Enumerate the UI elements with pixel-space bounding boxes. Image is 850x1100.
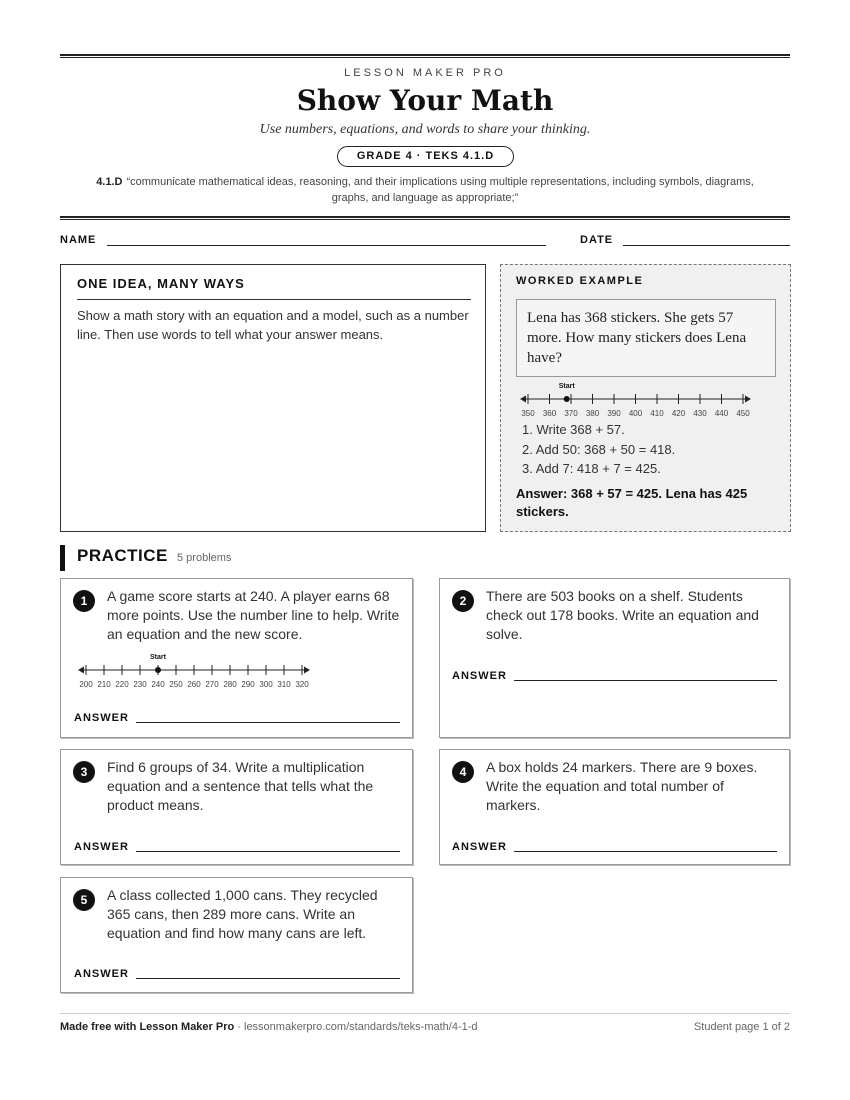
answer-label-2: ANSWER [452,670,507,682]
number-line-tick-label: 450 [736,409,750,418]
number-line-tick-label: 220 [115,680,129,689]
problem-card-3 [60,749,413,865]
problem-text-4: A box holds 24 markers. There are 9 boxes. Write the equation and total number of markers. [486,759,758,813]
footer-url[interactable]: · lessonmakerpro.com/standards/teks-math/4-1-d [234,1021,478,1033]
worked-example-title: WORKED EXAMPLE [516,275,644,287]
problem-number-3: 3 [73,761,95,783]
number-line-tick-label: 260 [187,680,201,689]
number-line-tick-label: 370 [564,409,578,418]
standard-code: 4.1.D [96,176,123,188]
footer-page-number: Student page 1 of 2 [693,1021,790,1033]
number-line-tick-label: 400 [628,409,643,418]
problem-text-3: Find 6 groups of 34. Write a multiplication equation and a sentence that tells what the product means. [107,759,374,813]
problem-text-5: A class collected 1,000 cans. They recycled 365 cans, then 289 more cans. Write an equation and find how many cans are left. [107,887,378,941]
answer-field-5[interactable] [136,978,400,979]
answer-label-1: ANSWER [74,712,129,724]
answer-label-5: ANSWER [74,968,129,980]
problem-number-4: 4 [452,761,474,783]
problem-card-4 [439,749,790,865]
practice-count: 5 problems [177,552,232,564]
number-line-left-arrow [520,396,526,403]
number-line-start-point [155,667,161,673]
number-line-right-arrow [745,396,751,403]
header-bottom-rule [60,216,790,220]
number-line-tick-label: 240 [151,680,165,689]
header-top-rule [60,54,790,58]
footer-credit [60,1021,478,1033]
standard-description [80,174,770,206]
grade-badge: GRADE 4 · TEKS 4.1.D [337,146,514,167]
answer-field-2[interactable] [514,680,777,681]
number-line-tick-label: 280 [223,680,237,689]
example-step-1: 1. Write 368 + 57. [522,422,625,437]
example-answer: Answer: 368 + 57 = 425. Lena has 425 stickers. [516,486,748,519]
number-line-start-point [564,396,570,402]
number-line-tick-label: 420 [671,409,686,418]
problem-text-2: There are 503 books on a shelf. Students check out 178 books. Write an equation and solve. [486,588,759,642]
number-line-tick-label: 410 [650,409,664,418]
date-field[interactable] [623,245,790,246]
problem-1-number-line [71,651,326,693]
worked-example-box [500,264,791,532]
number-line-tick-label: 390 [607,409,621,418]
problem-text-1: A game score starts at 240. A player earns 68 more points. Use the number line to help. Write an equation and the new score. [107,588,400,642]
problem-number-1: 1 [73,590,95,612]
standard-text: “communicate mathematical ideas, reasoning, and their implications using multiple representations, including symbols, diagrams, graphs, and language as appropriate;” [126,176,754,204]
number-line-tick-label: 350 [521,409,535,418]
number-line-tick-label: 300 [259,680,273,689]
example-step-2: 2. Add 50: 368 + 50 = 418. [522,442,676,457]
practice-accent-bar [60,545,65,571]
worked-example-story: Lena has 368 stickers. She gets 57 more. How many stickers does Lena have? [516,299,776,377]
practice-title: PRACTICE [77,546,168,565]
answer-field-3[interactable] [136,851,400,852]
answer-field-4[interactable] [514,851,777,852]
brand-name: LESSON MAKER PRO [344,67,506,79]
problem-card-2 [439,578,790,738]
date-label: DATE [580,234,614,246]
number-line-start-label: Start [150,654,166,661]
problem-card-5 [60,877,413,993]
footer-made-with: Made free with Lesson Maker Pro [60,1021,235,1033]
number-line-right-arrow [304,667,310,674]
idea-box [60,264,486,532]
page-subtitle: Use numbers, equations, and words to share your thinking. [259,122,591,137]
footer-divider [60,1013,790,1014]
number-line-tick-label: 430 [693,409,707,418]
number-line-tick-label: 380 [585,409,600,418]
problem-number-2: 2 [452,590,474,612]
number-line-tick-label: 210 [97,680,111,689]
number-line-left-arrow [78,667,84,674]
number-line-tick-label: 320 [295,680,309,689]
number-line-tick-label: 250 [169,680,183,689]
number-line-tick-label: 440 [714,409,729,418]
idea-title: ONE IDEA, MANY WAYS [77,276,245,291]
example-step-3: 3. Add 7: 418 + 7 = 425. [522,461,661,476]
problem-card-1 [60,578,413,738]
answer-label-4: ANSWER [452,841,507,853]
number-line-tick-label: 290 [241,680,255,689]
answer-label-3: ANSWER [74,841,129,853]
number-line-tick-label: 360 [542,409,557,418]
idea-divider [77,299,471,300]
number-line-tick-label: 200 [79,680,93,689]
problem-number-5: 5 [73,889,95,911]
number-line-tick-label: 270 [205,680,219,689]
name-label: NAME [60,234,97,246]
page-title: Show Your Math [296,84,554,117]
answer-field-1[interactable] [136,722,400,723]
idea-instructions: Show a math story with an equation and a model, such as a number line. Then use words to tell what your answer means. [77,308,469,342]
number-line-tick-label: 230 [133,680,147,689]
name-field[interactable] [107,245,546,246]
example-number-line [511,377,761,422]
number-line-tick-label: 310 [277,680,291,689]
number-line-start-label: Start [558,383,575,390]
